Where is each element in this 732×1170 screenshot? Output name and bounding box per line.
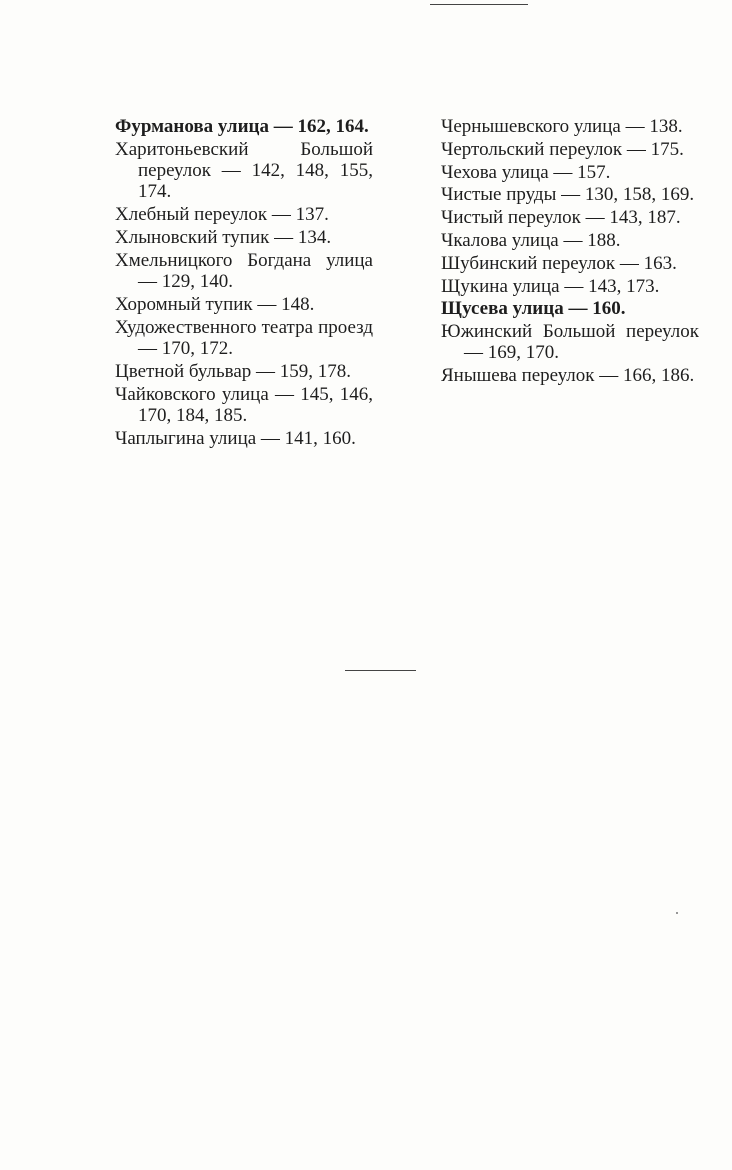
index-entry: Харитоньевский Большой переулок — 142, 148, 155, 174. (115, 138, 373, 203)
index-entry: Чаплыгина улица — 141, 160. (115, 427, 356, 449)
index-entry: Чайковского улица — 145, 146, 170, 184, 185. (115, 383, 373, 426)
top-rule (430, 4, 528, 5)
index-entry: Хмельницкого Богдана улица — 129, 140. (115, 249, 373, 293)
index-entry: Чехова улица — 157. (441, 161, 611, 183)
index-entry: Чистый переулок — 143, 187. (441, 207, 681, 229)
index-entry: Чистые пруды — 130, 158, 169. (441, 184, 695, 206)
print-speck (676, 912, 678, 914)
index-entry: Чкалова улица — 188. (441, 229, 621, 251)
index-entry: Щусева улица — 160. (441, 298, 626, 320)
index-entry: Чернышевского улица — 138. (441, 116, 683, 137)
index-entry: Фурманова улица — 162, 164. (115, 116, 369, 137)
index-entry: Щукина улица — 143, 173. (441, 275, 660, 297)
index-entry: Художественного театра проезд — 170, 172. (115, 316, 373, 359)
index-entry: Хоромный тупик — 148. (115, 293, 315, 315)
index-entry: Цветной бульвар — 159, 178. (115, 360, 352, 382)
index-entry: Южинский Большой переулок — 169, 170. (441, 321, 699, 364)
index-entry: Янышева переулок — 166, 186. (441, 365, 695, 387)
end-rule (345, 670, 416, 671)
index-column-right (441, 116, 699, 388)
index-entry: Шубинский переулок — 163. (441, 252, 677, 274)
index-entry: Хлыновский тупик — 134. (115, 226, 332, 248)
index-entry: Хлебный переулок — 137. (115, 204, 329, 226)
index-column-left (115, 116, 373, 450)
index-entry: Чертольский переулок — 175. (441, 138, 684, 160)
